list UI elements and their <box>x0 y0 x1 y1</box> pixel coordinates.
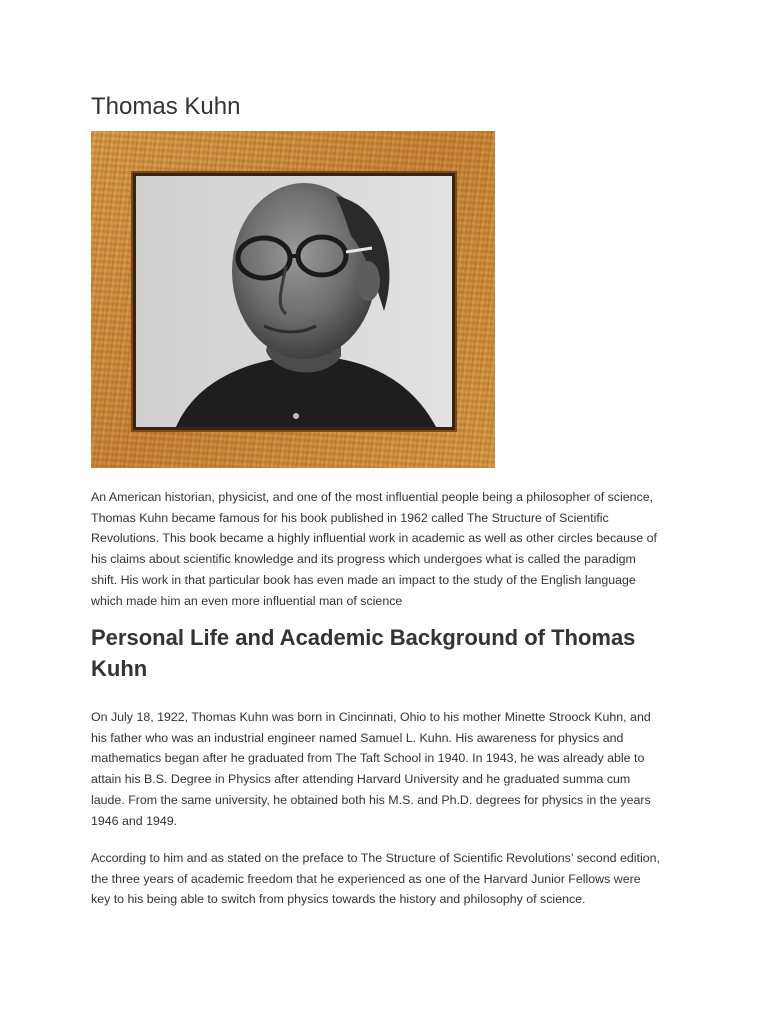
section-heading: Personal Life and Academic Background of Thomas Kuhn <box>91 625 636 681</box>
body-paragraph-2: According to him and as stated on the preface to The Structure of Scientific Revolutions’ second edition, the three years of academic freedom that he experienced as one of the Harvard Junior Fellows were key to his being able to switch from physics towards the history and philosophy of science. <box>91 851 660 907</box>
portrait-photo <box>133 173 455 430</box>
wooden-photo-frame <box>91 131 495 468</box>
body-paragraph-1: On July 18, 1922, Thomas Kuhn was born in Cincinnati, Ohio to his mother Minette Stroock Kuhn, and his father who was an industrial engineer named Samuel L. Kuhn. His awareness for physics and mathematics began after he graduated from The Taft School in 1940. In 1943, he was already able to attain his B.S. Degree in Physics after attending Harvard University and he graduated summa cum laude. From the same university, he obtained both his M.S. and Ph.D. degrees for physics in the years 1946 and 1949. <box>91 710 651 828</box>
intro-paragraph: An American historian, physicist, and one of the most influential people being a philosopher of science, Thomas Kuhn became famous for his book published in 1962 called The Structure of Scientific Revolutions. This book became a highly influential work in academic as well as other circles because of his claims about scientific knowledge and its progress which undergoes what is called the paradigm shift. His work in that particular book has even made an impact to the study of the English language which made him an even more influential man of science <box>91 490 657 608</box>
portrait-image <box>136 176 452 427</box>
article-title: Thomas Kuhn <box>91 93 241 120</box>
